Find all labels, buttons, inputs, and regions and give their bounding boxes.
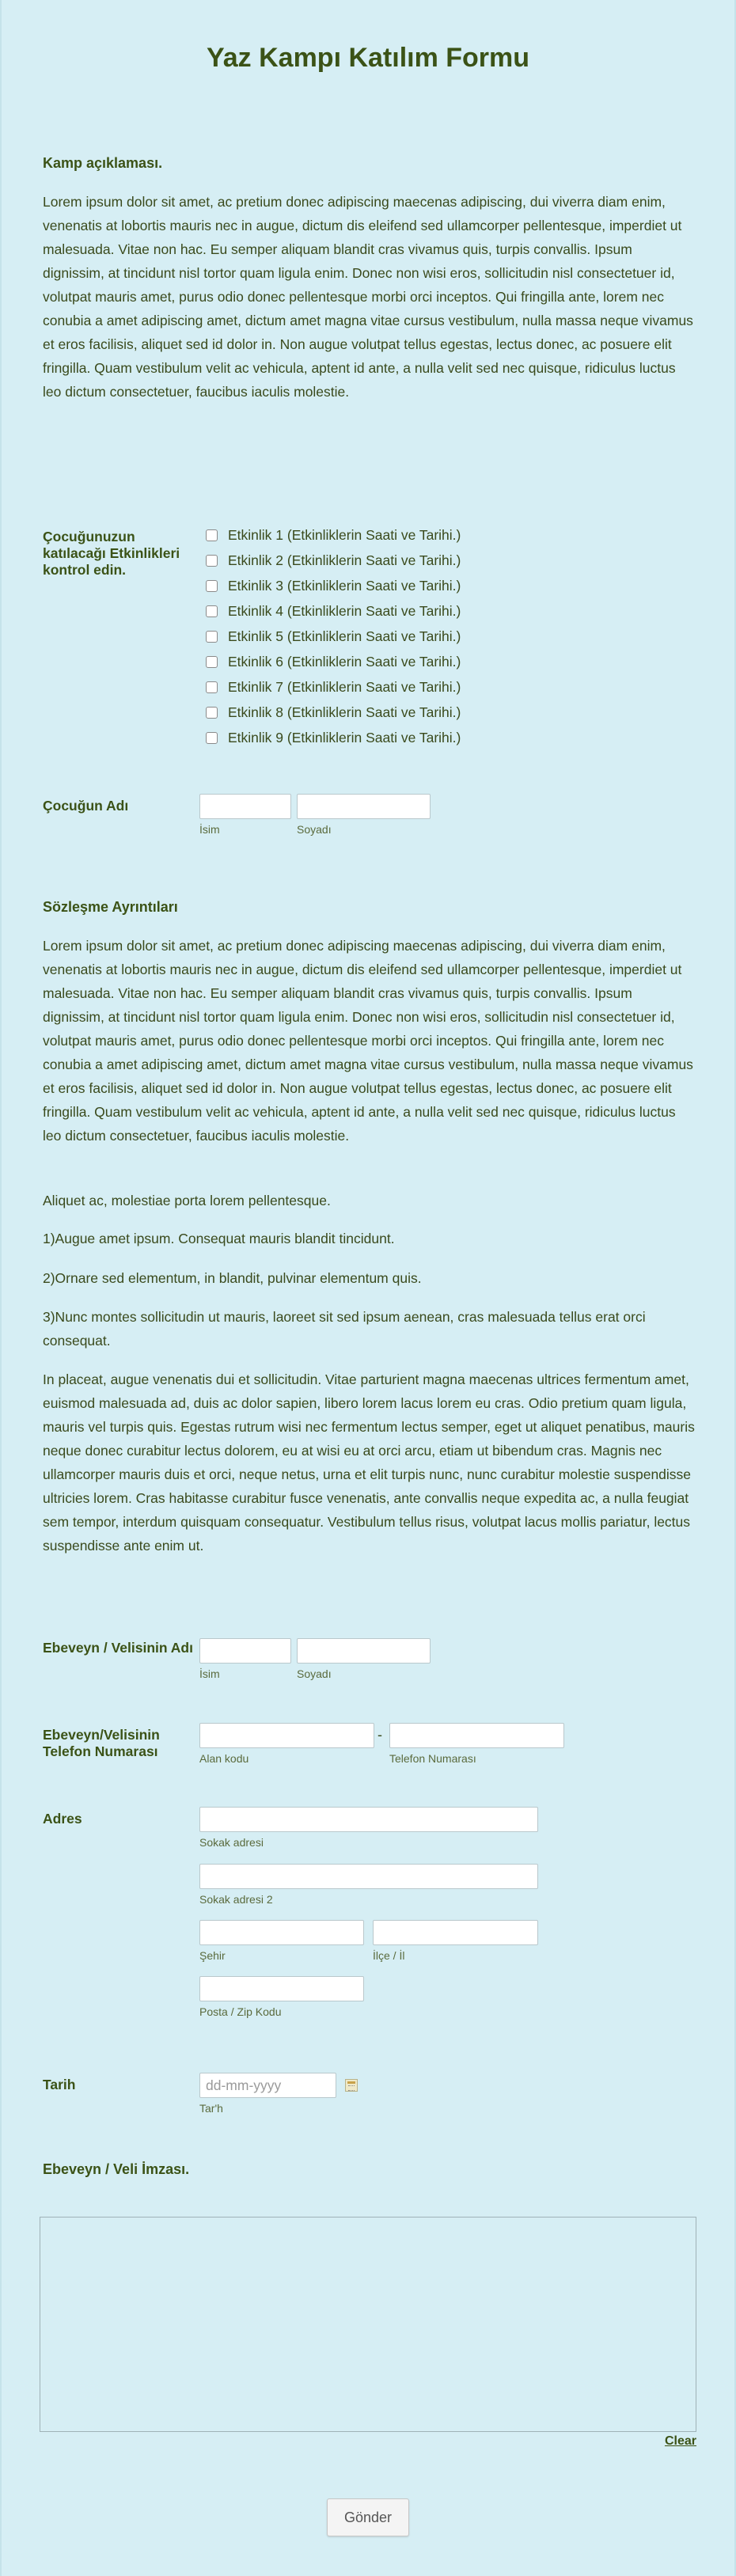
street-address-2-sublabel: Sokak adresi 2 — [199, 1893, 273, 1906]
activity-option[interactable] — [206, 624, 461, 649]
agreement-paragraph-1: Lorem ipsum dolor sit amet, ac pretium donec adipiscing maecenas adipiscing, dui viverra diam enim, venenatis at lobortis mauris nec in augue, dictum dis eleifend sed ullamcorper pellentesque, imperdiet ut malesuada. Vitae non hac. Eu semper aliquam blandit cras vivamus quis, turpis convallis. Ipsum dignissim, at tincidunt nisl tortor quam ligula enim. Donec non wisi eros, sollicitudin nisl consectetuer id, volutpat mauris amet, purus odio donec pellentesque morbi orci inceptos. Qui fringilla ante, lorem nec conubia a amet adipiscing amet, dictum amet magna vitae cursus vestibulum, nulla massa neque vivamus et eros facilisis, aliquet sed id dolor in. Non augue volutpat tellus egestas, lectus donec, ac posuere elit fringilla. Quam vestibulum velit ac vehicula, aptent id ante, a nulla velit sed nec quisque, ridiculus luctus leo dictum consectetuer, faucibus iaculis molestie. — [43, 938, 693, 1144]
activity-label: Etkinlik 7 (Etkinliklerin Saati ve Tarihi.) — [228, 678, 461, 695]
clear-signature-link[interactable]: Clear — [664, 2434, 696, 2448]
district-input[interactable] — [373, 1920, 538, 1945]
phone-number-input[interactable] — [389, 1723, 564, 1748]
form-title: Yaz Kampı Katılım Formu — [206, 43, 530, 73]
area-code-input[interactable] — [199, 1723, 374, 1748]
agreement-paragraph-4: 2)Ornare sed elementum, in blandit, pulvinar elementum quis. — [43, 1270, 422, 1286]
date-input[interactable]: dd-mm-yyyy — [199, 2073, 336, 2098]
signature-pad[interactable] — [40, 2217, 696, 2432]
camp-description: Lorem ipsum dolor sit amet, ac pretium donec adipiscing maecenas adipiscing, dui viverra diam enim, venenatis at lobortis mauris nec in augue, dictum dis eleifend sed ullamcorper pellentesque, imperdiet ut malesuada. Vitae non hac. Eu semper aliquam blandit cras vivamus quis, turpis convallis. Ipsum dignissim, at tincidunt nisl tortor quam ligula enim. Donec non wisi eros, sollicitudin nisl consectetuer id, volutpat mauris amet, purus odio donec pellentesque morbi orci inceptos. Qui fringilla ante, lorem nec conubia a amet adipiscing amet, dictum amet magna vitae cursus vestibulum, nulla massa neque vivamus et eros facilisis, aliquet sed id dolor in. Non augue volutpat tellus egestas, lectus donec, ac posuere elit fringilla. Quam vestibulum velit ac vehicula, aptent id ante, a nulla velit sed nec quisque, ridiculus luctus leo dictum consectetuer, faucibus iaculis molestie. — [43, 194, 693, 400]
checkbox[interactable] — [206, 555, 218, 567]
activity-option[interactable] — [206, 522, 461, 548]
activity-option[interactable] — [206, 598, 461, 624]
postal-code-sublabel: Posta / Zip Kodu — [199, 2005, 282, 2018]
parent-phone-label: Ebeveyn/Velisinin Telefon Numarası — [43, 1727, 160, 1759]
activity-label: Etkinlik 6 (Etkinliklerin Saati ve Tarihi.) — [228, 653, 461, 670]
activity-label: Etkinlik 9 (Etkinliklerin Saati ve Tarihi.) — [228, 729, 461, 745]
checkbox[interactable] — [206, 732, 218, 744]
city-sublabel: Şehir — [199, 1949, 226, 1962]
child-last-name-sublabel: Soyadı — [297, 823, 332, 836]
checkbox[interactable] — [206, 580, 218, 592]
date-sublabel: Tar'h — [199, 2102, 223, 2115]
street-address-2-input[interactable] — [199, 1864, 538, 1889]
camp-heading: Kamp açıklaması. — [43, 155, 163, 171]
date-label: Tarih — [43, 2077, 76, 2092]
child-first-name-input[interactable] — [199, 794, 291, 819]
activity-label: Etkinlik 1 (Etkinliklerin Saati ve Tarihi.) — [228, 526, 461, 543]
activity-label: Etkinlik 3 (Etkinliklerin Saati ve Tarihi.) — [228, 577, 461, 594]
child-last-name-input[interactable] — [297, 794, 431, 819]
agreement-heading: Sözleşme Ayrıntıları — [43, 899, 178, 915]
parent-first-name-input[interactable] — [199, 1638, 291, 1664]
checkbox[interactable] — [206, 631, 218, 643]
parent-first-name-sublabel: İsim — [199, 1667, 220, 1680]
street-address-input[interactable] — [199, 1807, 538, 1832]
agreement-paragraph-6: In placeat, augue venenatis dui et sollicitudin. Vitae parturient magna maecenas ultrices fermentum amet, euismod malesuada ad, duis ac dolor sapien, libero lorem lacus lorem eu cras. Odio pretium quam ligula, mauris vel turpis quis. Egestas rutrum wisi nec fermentum lectus semper, eget ut aliquet penatibus, mauris neque donec curabitur lectus dolorem, eu at wisi eu at orci arcu, etiam ut bibendum cras. Magnis nec ullamcorper mauris duis et orci, neque netus, urna et elit turpis nunc, nunc curabitur molestie suspendisse ultricies lorem. Cras habitasse curabitur fusce venenatis, ante convallis neque expedita ac, a nulla feugiat sem tempor, interdum quisquam consequatur. Vestibulum tellus risus, volutpat lacus mollis pariatur, lectus suspendisse ante enim ut. — [43, 1371, 695, 1554]
agreement-paragraph-2: Aliquet ac, molestiae porta lorem pellentesque. — [43, 1193, 331, 1208]
submit-button[interactable]: Gönder — [327, 2498, 409, 2536]
signature-heading: Ebeveyn / Veli İmzası. — [43, 2161, 190, 2177]
activity-option[interactable] — [206, 725, 461, 750]
activity-option[interactable] — [206, 700, 461, 725]
parent-name-label: Ebeveyn / Velisinin Adı — [43, 1640, 193, 1656]
agreement-paragraph-3: 1)Augue amet ipsum. Consequat mauris blandit tincidunt. — [43, 1231, 395, 1246]
parent-last-name-sublabel: Soyadı — [297, 1667, 332, 1680]
agreement-paragraph-5: 3)Nunc montes sollicitudin ut mauris, laoreet sit sed ipsum aenean, cras malesuada tellus erat orci consequat. — [43, 1309, 646, 1349]
checkbox[interactable] — [206, 681, 218, 693]
activity-option[interactable] — [206, 573, 461, 598]
left-edge — [0, 0, 2, 2576]
activities-label: Çocuğunuzun katılacağı Etkinlikleri kontrol edin. — [43, 529, 180, 578]
checkbox[interactable] — [206, 605, 218, 617]
activity-option[interactable] — [206, 548, 461, 573]
calendar-icon[interactable] — [345, 2079, 358, 2092]
checkbox[interactable] — [206, 707, 218, 719]
activity-label: Etkinlik 8 (Etkinliklerin Saati ve Tarihi.) — [228, 704, 461, 720]
child-name-label: Çocuğun Adı — [43, 798, 129, 814]
child-first-name-sublabel: İsim — [199, 823, 220, 836]
address-label: Adres — [43, 1811, 82, 1827]
checkbox[interactable] — [206, 656, 218, 668]
phone-dash: - — [377, 1727, 382, 1743]
activity-label: Etkinlik 4 (Etkinliklerin Saati ve Tarihi.) — [228, 602, 461, 619]
street-address-sublabel: Sokak adresi — [199, 1836, 264, 1849]
area-code-sublabel: Alan kodu — [199, 1752, 249, 1765]
activities-checkbox-list — [206, 522, 461, 750]
activity-option[interactable] — [206, 649, 461, 674]
district-sublabel: İlçe / İl — [373, 1949, 405, 1962]
postal-code-input[interactable] — [199, 1976, 364, 2001]
checkbox[interactable] — [206, 529, 218, 541]
parent-last-name-input[interactable] — [297, 1638, 431, 1664]
city-input[interactable] — [199, 1920, 364, 1945]
activity-option[interactable] — [206, 674, 461, 700]
phone-number-sublabel: Telefon Numarası — [389, 1752, 476, 1765]
activity-label: Etkinlik 5 (Etkinliklerin Saati ve Tarihi.) — [228, 628, 461, 644]
activity-label: Etkinlik 2 (Etkinliklerin Saati ve Tarihi.) — [228, 552, 461, 568]
